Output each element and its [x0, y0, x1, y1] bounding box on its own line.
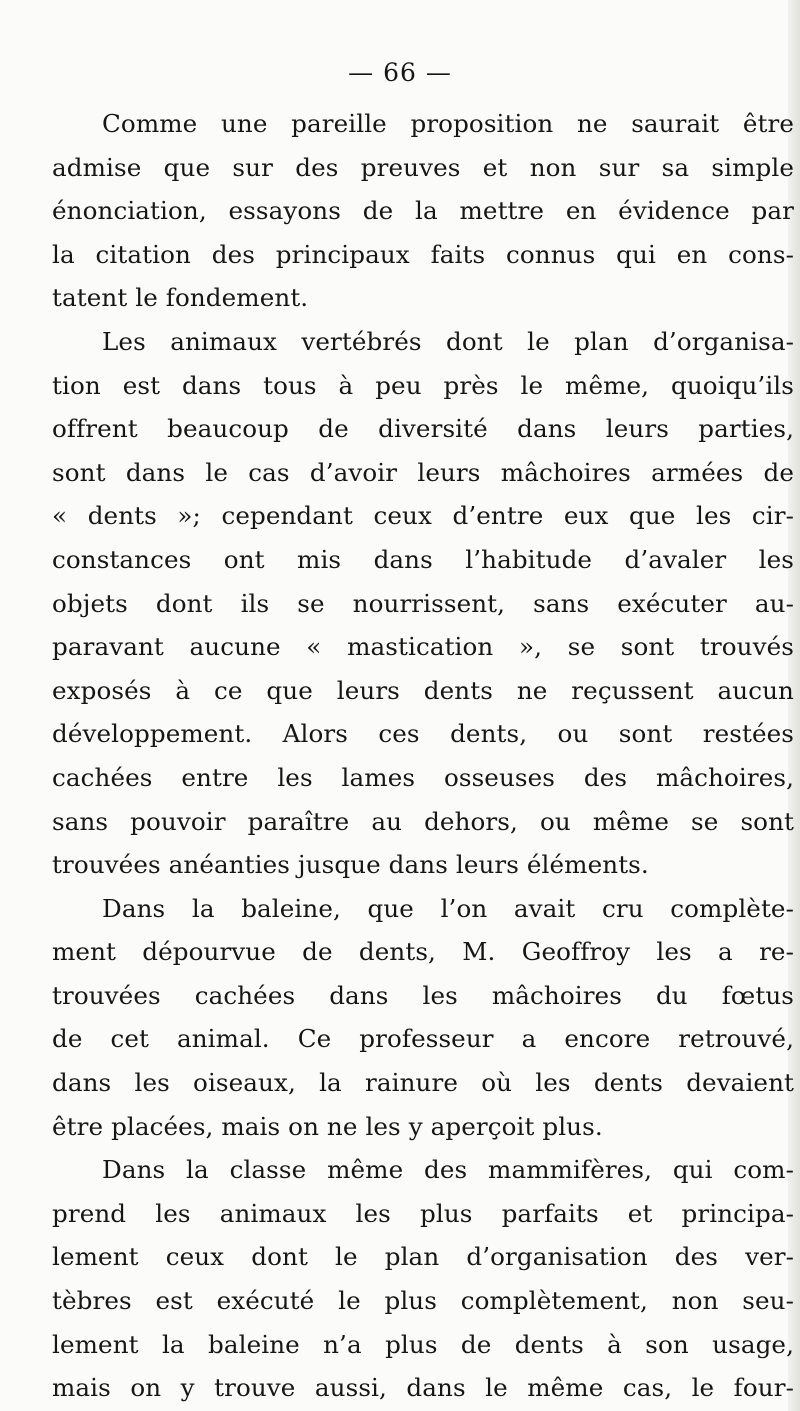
text-line: lement la baleine n’a plus de dents à son usage, — [52, 1329, 794, 1359]
text-line: ment dépourvue de dents, M. Geoffroy les a re- — [52, 937, 794, 967]
text-line: cachées entre les lames osseuses des mâchoires, — [52, 762, 794, 792]
text-line: exposés à ce que leurs dents ne reçussent aucun — [52, 675, 794, 705]
text-line: trouvées cachées dans les mâchoires du fœtus — [52, 980, 794, 1010]
text-line: offrent beaucoup de diversité dans leurs parties, — [52, 414, 794, 444]
text-line: Dans la classe même des mammifères, qui com- — [102, 1155, 794, 1185]
text-line: prend les animaux les plus parfaits et principa- — [52, 1198, 794, 1228]
text-line: tion est dans tous à peu près le même, quoiqu’ils — [52, 370, 794, 400]
text-line: trouvées anéanties jusque dans leurs éléments. — [52, 850, 649, 880]
text-line: Comme une pareille proposition ne saurait être — [102, 109, 794, 138]
text-line: la citation des principaux faits connus qui en cons- — [52, 239, 794, 269]
text-line: développement. Alors ces dents, ou sont restées — [52, 719, 794, 749]
body-text — [52, 102, 794, 1410]
text-line: sont dans le cas d’avoir leurs mâchoires armées de — [52, 457, 794, 487]
text-line: paravant aucune « mastication », se sont trouvés — [52, 632, 794, 662]
text-line: Dans la baleine, que l’on avait cru complète- — [102, 893, 794, 923]
text-line: mais on y trouve aussi, dans le même cas, le four- — [52, 1373, 794, 1403]
text-line: « dents »; cependant ceux d’entre eux que les cir- — [52, 501, 794, 531]
text-line: être placées, mais on ne les y aperçoit plus. — [52, 1111, 603, 1141]
text-line: objets dont ils se nourrissent, sans exécuter au- — [52, 588, 794, 618]
text-line: tèbres est exécuté le plus complètement, non seu- — [52, 1286, 794, 1316]
text-line: tatent le fondement. — [52, 283, 309, 313]
page-number: — 66 — — [348, 58, 452, 87]
text-line: dans les oiseaux, la rainure où les dents devaient — [52, 1068, 794, 1098]
text-line: admise que sur des preuves et non sur sa simple — [52, 152, 794, 182]
text-line: lement ceux dont le plan d’organisation des ver- — [52, 1242, 794, 1272]
text-line: constances ont mis dans l’habitude d’avaler les — [52, 544, 794, 574]
text-line: Les animaux vertébrés dont le plan d’organisa- — [102, 326, 794, 356]
text-line: sans pouvoir paraître au dehors, ou même se sont — [52, 806, 794, 836]
text-line: de cet animal. Ce professeur a encore retrouvé, — [52, 1024, 794, 1054]
text-line: énonciation, essayons de la mettre en évidence par — [52, 196, 794, 226]
